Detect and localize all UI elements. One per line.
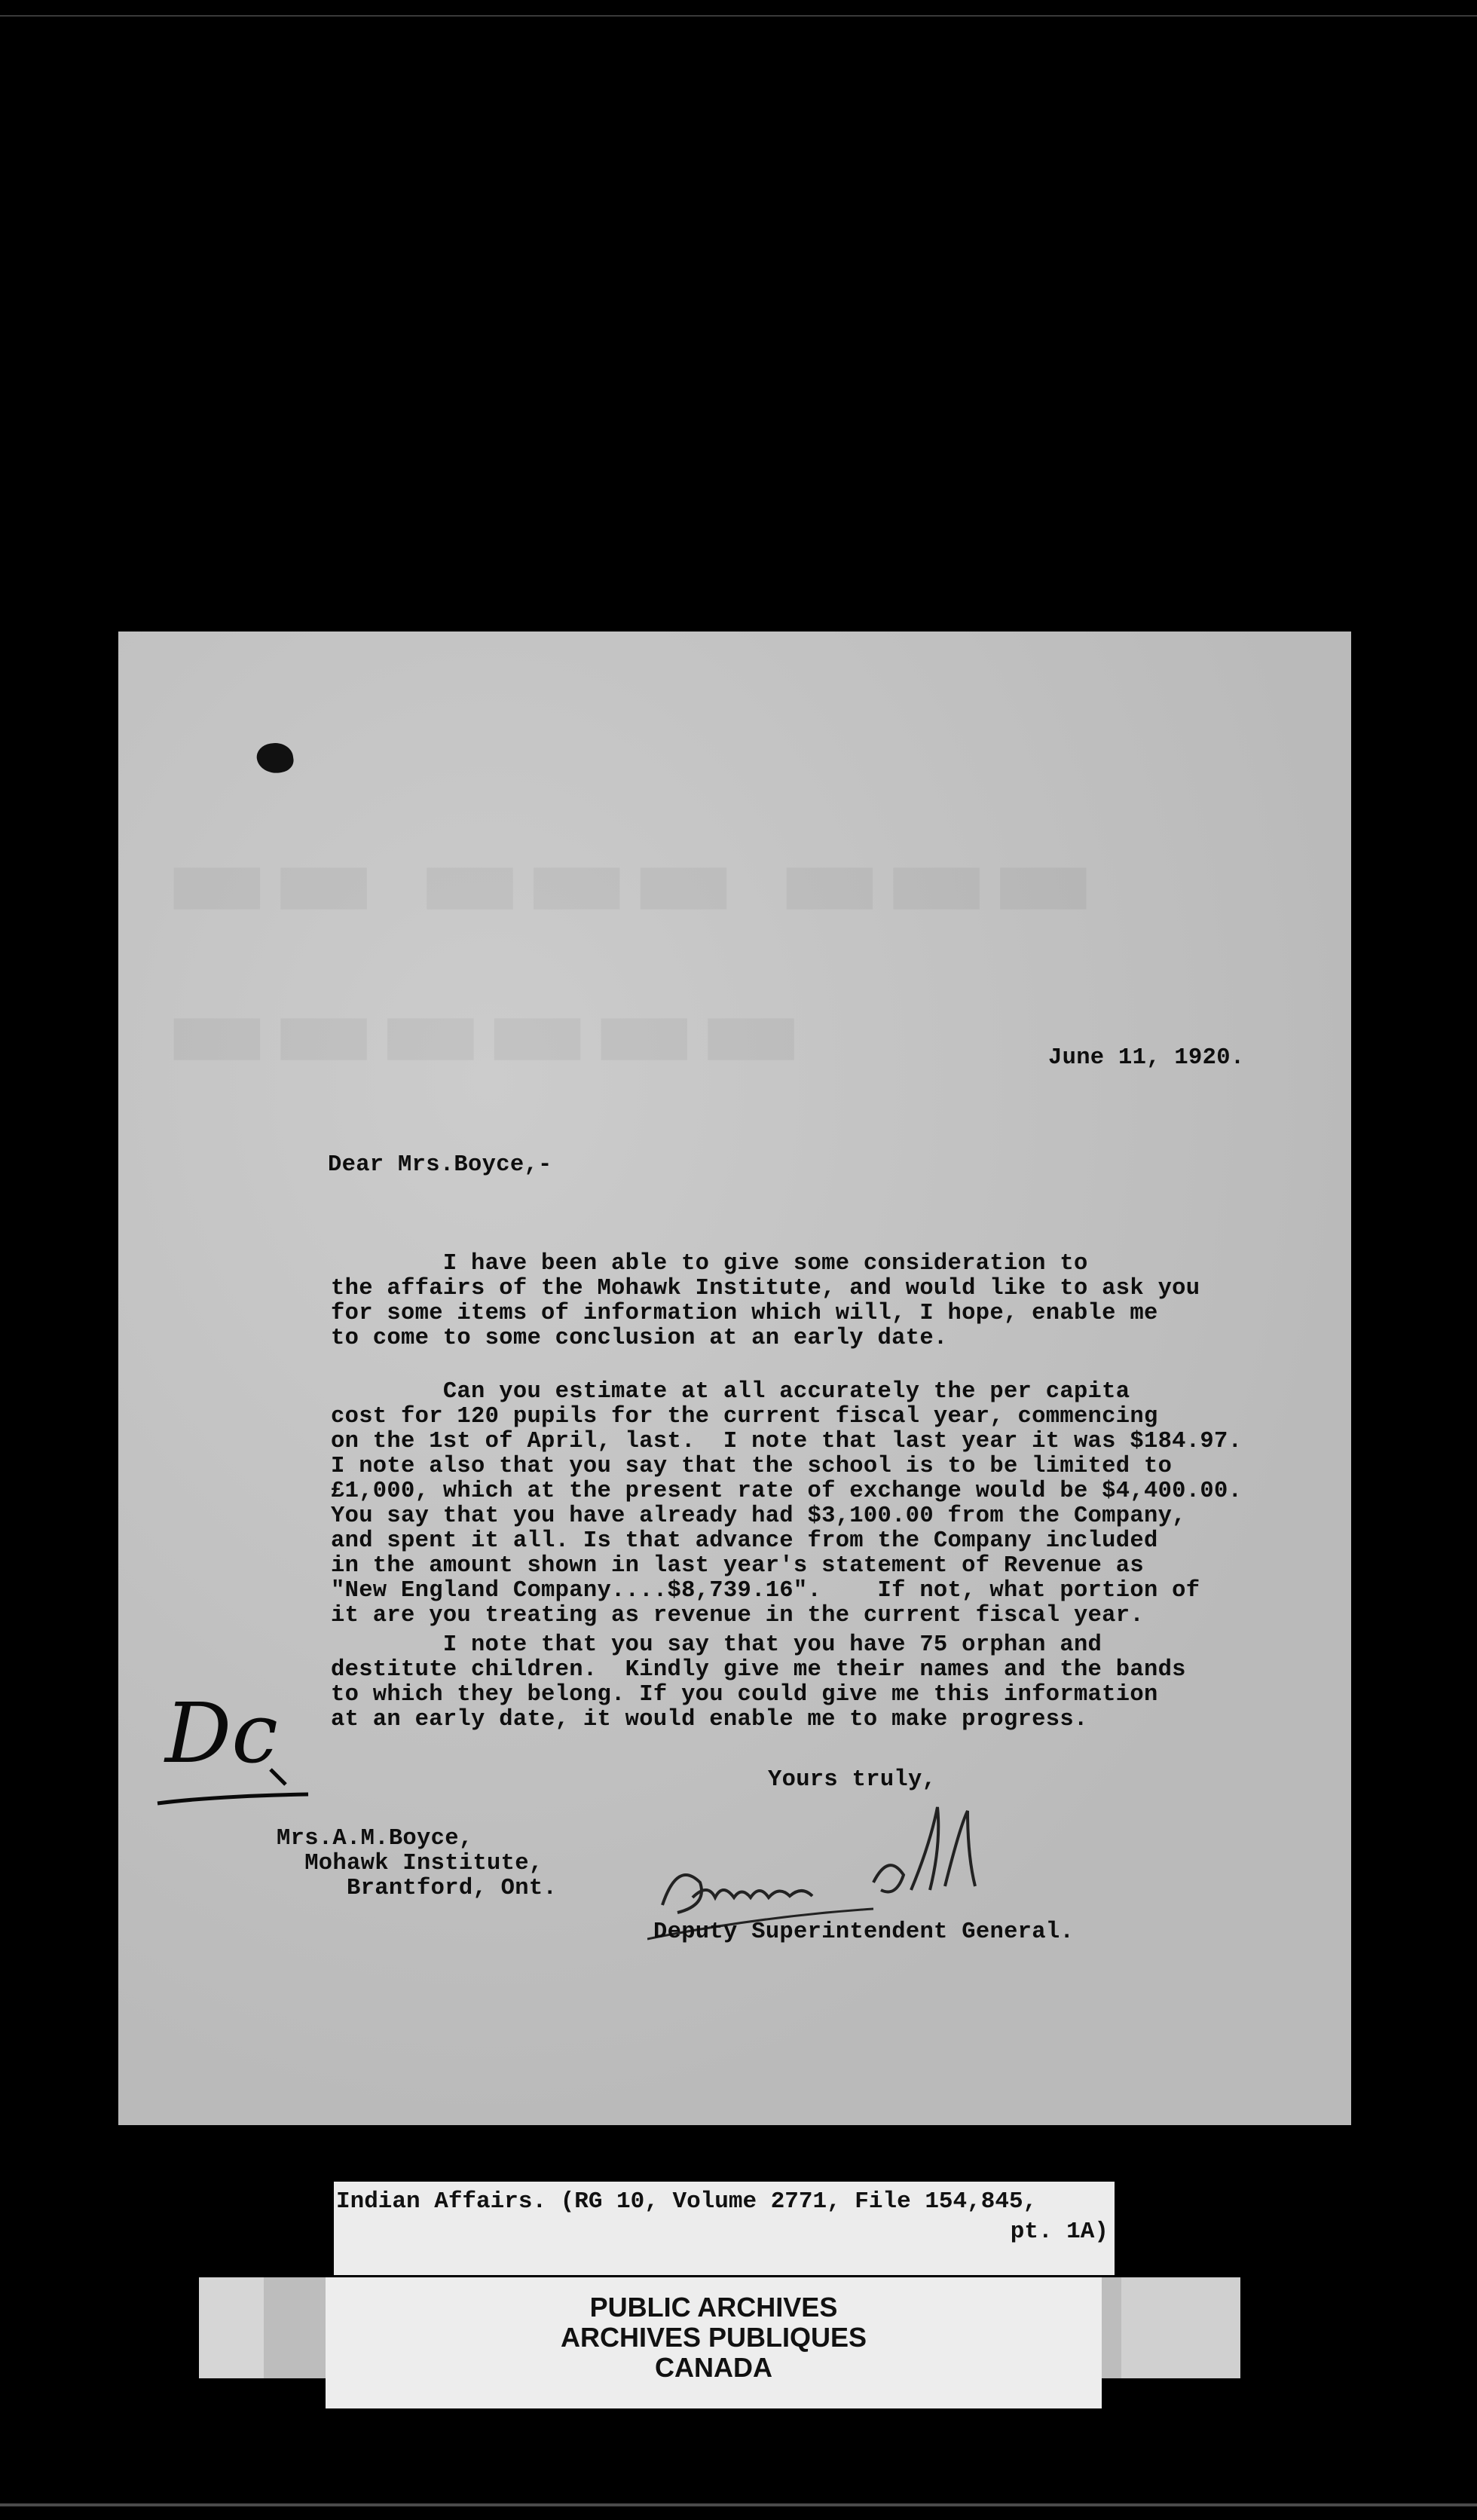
archives-stamp [326,2277,1102,2408]
paragraph-2-line: cost for 120 pupils for the current fiscal year, commencing [331,1404,1158,1430]
signature-stroke-2 [873,1807,975,1892]
paragraph-1-line: for some items of information which will, I hope, enable me [331,1301,1158,1326]
film-edge-bottom [0,2503,1477,2506]
paragraph-2-line: it are you treating as revenue in the current fiscal year. [331,1603,1144,1629]
archives-line-1: PUBLIC ARCHIVES [589,2292,838,2323]
signatory-title: Deputy Superintendent General. [653,1919,1075,1945]
paragraph-3 [331,1608,1186,1732]
paragraph-2-line: and spent it all. Is that advance from the Company included [331,1528,1158,1554]
paragraph-2-line: I note also that you say that the school is to be limited to [331,1454,1173,1479]
letterhead-bleed-through [164,812,1068,945]
film-edge-top [0,15,1477,17]
citation-label [334,2182,1115,2275]
paragraph-2-line: "New England Company....$8,739.16". If not, what portion of [331,1578,1200,1604]
paragraph-2-line: You say that you have already had $3,100.00 from the Company, [331,1503,1186,1529]
citation-line-1: Indian Affairs. (RG 10, Volume 2771, File 154,845, [336,2188,1038,2215]
signature-stroke-1 [662,1875,812,1913]
archives-line-3: CANADA [655,2352,772,2383]
paragraph-3-line: to which they belong. If you could give me this information [331,1682,1158,1708]
paragraph-3-line: destitute children. Kindly give me their names and the bands [331,1657,1186,1683]
salutation: Dear Mrs.Boyce,- [328,1152,552,1178]
paragraph-2-line: in the amount shown in last year's statement of Revenue as [331,1553,1144,1579]
margin-initials-text: Dc [165,1685,278,1781]
paragraph-1-line: to come to some conclusion at an early date. [331,1326,948,1351]
paragraph-2-line: on the 1st of April, last. I note that last year it was $184.97. [331,1429,1243,1454]
letter-date: June 11, 1920. [1048,1045,1245,1071]
paragraph-1-line: the affairs of the Mohawk Institute, and would like to ask you [331,1276,1200,1301]
citation-line-2: pt. 1A) [1010,2219,1109,2245]
paragraph-2-line: £1,000, which at the present rate of exchange would be $4,400.00. [331,1479,1243,1504]
address-line: Brantford, Ont. [277,1876,558,1901]
paragraph-2-line: Can you estimate at all accurately the per capita [331,1379,1130,1405]
archives-line-2: ARCHIVES PUBLIQUES [560,2322,867,2353]
paragraph-1 [331,1227,1200,1351]
address-line: Mrs.A.M.Boyce, [277,1826,473,1852]
margin-initials [150,1671,331,1822]
paragraph-2 [331,1355,1242,1629]
closing: Yours truly, [768,1767,937,1793]
letter-page [118,632,1351,2125]
paragraph-1-line: I have been able to give some consideration to [331,1251,1088,1277]
letterhead-bleed-through-2 [164,963,1068,1096]
paragraph-3-line: I note that you say that you have 75 orphan and [331,1632,1102,1658]
address-line: Mohawk Institute, [277,1851,543,1876]
paragraph-3-line: at an early date, it would enable me to make progress. [331,1707,1088,1732]
ink-blot [255,741,295,775]
archives-tape-left [199,2277,264,2378]
archives-tape-right [1121,2277,1240,2378]
